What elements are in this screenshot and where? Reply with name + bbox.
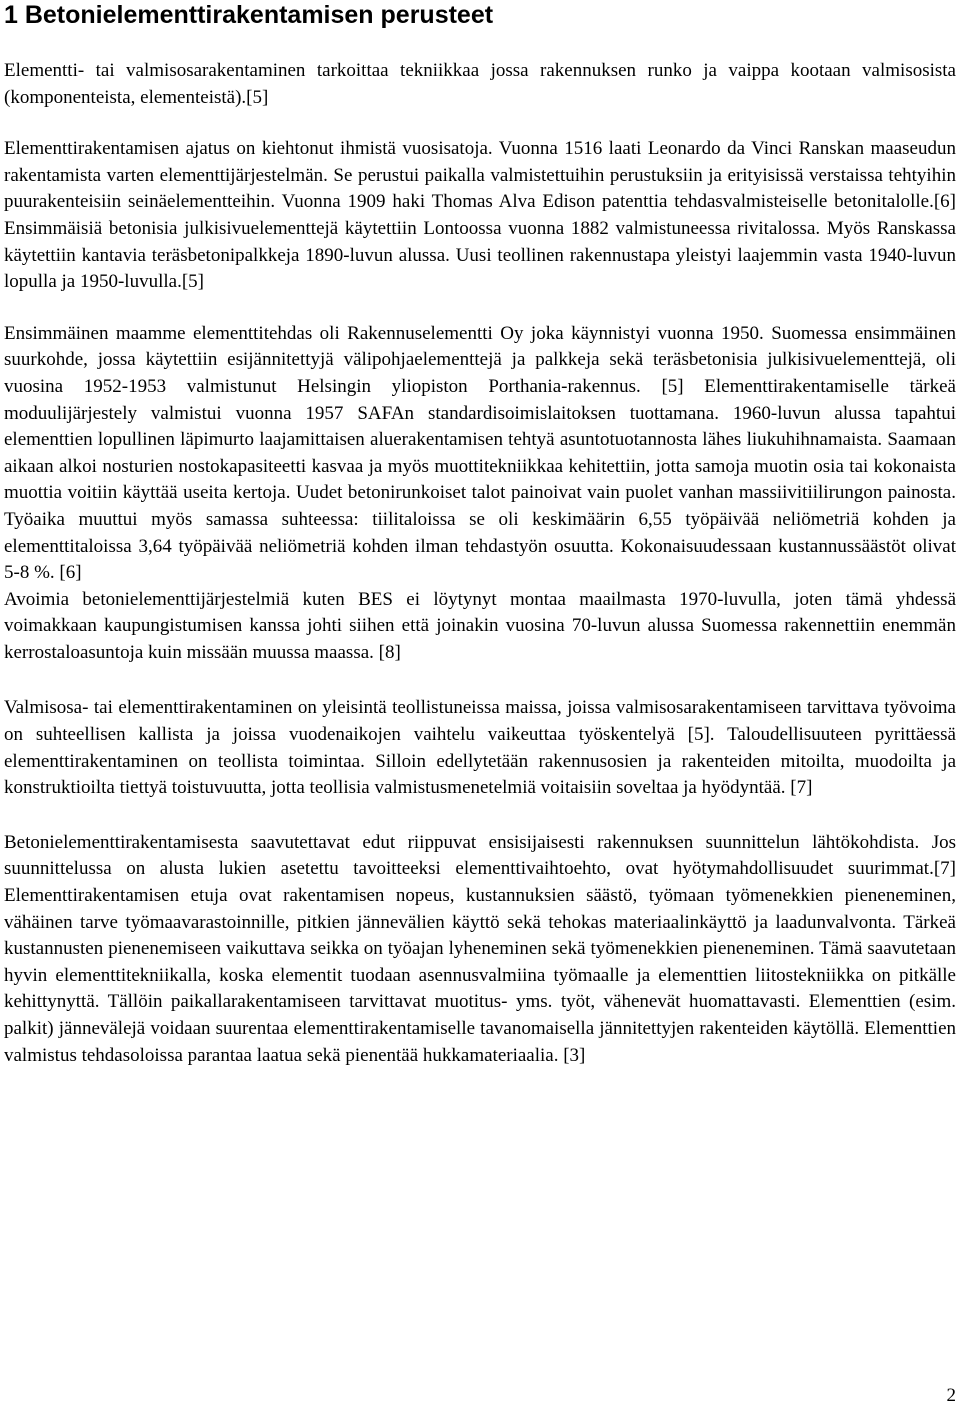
paragraph-benefits: Betonielementtirakentamisesta saavutettavat edut riippuvat ensisijaisesti rakennuksen suunnittelun lähtökohdista. Jos suunnittelussa on alusta lukien asetettu tavoitteeksi elementtivaihtoehto, ovat hyötymahdollisuudet suurimmat.[7] Elementtirakentamisen etuja ovat rakentamisen nopeus, kustannuksien säästö, työmaan työmenekkien pieneneminen, vähäinen tarve työmaavarastoinnille, pitkien jännevälien käyttö sekä tehokas materiaalinkäyttö ja laadunvalvonta. Tärkeä kustannusten pienenemiseen vaikuttava seikka on työajan lyheneminen sekä työmenekkien pieneneminen. Tämä saavutetaan hyvin elementtitekniikalla, koska elementit tuodaan asennusvalmiina työmaalle ja elementtien liitostekniikka on pitkälle kehittynyttä. Tällöin paikallarakentamiseen tarvittavat muotitus- yms. työt, vähenevät huomattavasti. Elementtien (esim. palkit) jännevälejä voidaan suurentaa elementtirakentamiselle tavanomaisella jännitettyjen rakenteiden käytöllä. Elementtien valmistus tehdasoloissa parantaa laatua sekä pienentää hukkamateriaalia. [3]: [4, 831, 956, 1066]
paragraph-open-systems: Avoimia betonielementtijärjestelmiä kuten BES ei löytynyt montaa maailmasta 1970-luvulla, joten tämä yhdessä voimakkaan kaupungistumisen kanssa johti siihen että joinakin vuosina 70-luvun alussa Suomessa rakennettiin enemmän kerrostaloasuntoja kuin missään muussa maassa. [8]: [4, 588, 956, 663]
section-heading: 1 Betonielementtirakentamisen perusteet: [4, 1, 494, 29]
paragraph-industrialization: Valmisosa- tai elementtirakentaminen on yleisintä teollistuneissa maissa, joissa valmisosarakentamiseen tarvittava työvoima on suhteellisen kallista ja joissa vuodenaikojen vaihtelu vaikeuttaa työskentelyä [5]. Taloudellisuuteen pyrittäessä elementtirakentaminen on teollista toimintaa. Silloin edellytetään rakennusosien ja rakenteiden mitoilta, muodoilta ja konstruktioilta tiettyä toistuvuutta, jotta teollisia valmistusmenetelmiä voitaisiin soveltaa ja hyödyntää. [7]: [4, 697, 956, 799]
document-page: [4, 0, 956, 1069]
page-number: 2: [946, 1385, 956, 1406]
paragraph-finland-history: Ensimmäinen maamme elementtitehdas oli Rakennuselementti Oy joka käynnistyi vuonna 1950. Suomessa ensimmäinen suurkohde, jossa käytettiin esijännitettyjä välipohjaelementtejä ja palkkeja sekä teräsbetonisia julkisivuelementtejä, oli vuosina 1952-1953 valmistunut Helsingin yliopiston Porthania-rakennus. [5] Elementtirakentamiselle tärkeä moduulijärjestely valmistui vuonna 1957 SAFAn standardisoimislaitoksen tuottamana. 1960-luvun alussa tapahtui elementtien lopullinen läpimurto laajamittaisen aluerakentamisen tehtyä asuntotuotannosta lähes liukuhihnamaista. Saamaan aikaan alkoi nosturien nostokapasiteetti kasvaa ja myös muottitekniikkaa kehitettiin, jotta samoja muotin osia tai kokonaista muottia voitiin käyttää useita kertoja. Uudet betonirunkoiset talot painoivat vain puolet vanhan massiivitiilirungon painosta. Työaika muuttui myös samassa suhteessa: tiilitaloissa se oli keskimäärin 6,55 työpäivää neliömetriä kohden ja elementtitaloissa 3,64 työpäivää neliömetriä kohden ilman tehdastyön osuutta. Kokonaisuudessaan kustannussäästöt olivat 5-8 %. [6]: [4, 322, 956, 584]
paragraph-history: Elementtirakentamisen ajatus on kiehtonut ihmistä vuosisatoja. Vuonna 1516 laati Leonardo da Vinci Ranskan maaseudun rakentamista varten elementtijärjestelmän. Se perustui paikalla valmistettuihin perustuksiin ja erityisissä verstaissa tehtyihin puurakenteisiin seinäelementteihin. Vuonna 1909 haki Thomas Alva Edison patenttia tehdasvalmisteiselle betonitalolle.[6] Ensimmäisiä betonisia julkisivuelementtejä käytettiin Lontoossa vuonna 1882 valmistuneessa rivitalossa. Myös Ranskassa käytettiin kantavia teräsbetonipalkkeja 1890-luvun alussa. Uusi teollinen rakennustapa yleistyi laajemmin vasta 1940-luvun lopulla ja 1950-luvulla.[5]: [4, 138, 956, 293]
paragraph-definition: Elementti- tai valmisosarakentaminen tarkoittaa tekniikkaa jossa rakennuksen runko ja vaippa kootaan valmisosista (komponenteista, elementeistä).[5]: [4, 60, 956, 108]
